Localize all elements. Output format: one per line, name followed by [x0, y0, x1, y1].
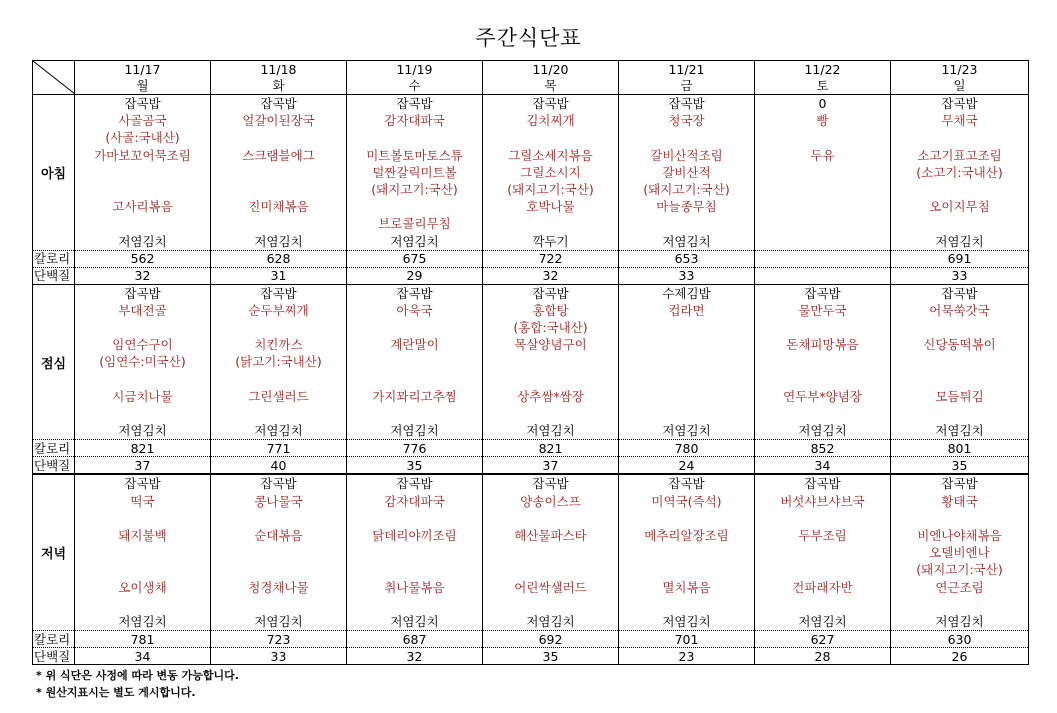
staple-item: 잡곡밥: [941, 96, 978, 111]
dish-item: 연근조림: [935, 579, 984, 595]
footnote: * 위 식단은 사정에 따라 변동 가능합니다.: [36, 669, 239, 682]
dish-item: (돼지고기:국산): [643, 181, 730, 197]
dish-item: 감자대파국: [384, 493, 445, 509]
dish-item: [75, 371, 210, 388]
weekly-menu-table: [32, 60, 1029, 665]
dish-item: 청경채나물: [248, 579, 309, 595]
protein-value: 34: [755, 457, 891, 475]
calorie-label: 칼로리: [33, 440, 75, 457]
protein-value: 35: [347, 457, 483, 475]
dish-item: 연두부*양념장: [783, 388, 862, 404]
protein-label: 단백질: [33, 457, 75, 475]
dish-item: (돼지고기:국산): [371, 181, 458, 197]
protein-value: 34: [75, 648, 211, 665]
dish-item: 사골곰국: [118, 113, 167, 129]
kimchi-item: 저염김치: [118, 423, 167, 439]
day-header: [619, 61, 755, 95]
dish-item: [347, 544, 482, 561]
dish-item: [755, 405, 890, 422]
menu-cell: [347, 474, 483, 630]
day-weekday: 월: [136, 78, 149, 93]
calorie-value: 628: [211, 250, 347, 267]
staple-item: 잡곡밥: [804, 476, 841, 492]
dish-item: [483, 129, 618, 146]
dish-item: [211, 544, 346, 561]
dish-item: 그릴소시지: [520, 164, 581, 180]
day-header: [755, 61, 891, 95]
dish-item: 진미채볶음: [248, 199, 309, 215]
day-date: 11/21: [668, 62, 705, 77]
menu-cell: [75, 474, 211, 630]
calorie-value: 801: [891, 440, 1029, 457]
staple-item: 잡곡밥: [260, 476, 297, 492]
protein-value: [755, 267, 891, 284]
dish-item: 닭데리야끼조림: [372, 527, 457, 543]
dish-item: [347, 198, 482, 215]
dish-item: [211, 181, 346, 198]
header-row: [33, 61, 1029, 95]
dish-item: [347, 510, 482, 527]
kimchi-item: 저염김치: [390, 613, 439, 629]
dish-item: 홍합탕: [532, 302, 569, 318]
menu-cell: [891, 284, 1029, 440]
kimchi-item: 저염김치: [935, 233, 984, 249]
diagonal-line: [33, 61, 75, 94]
dish-item: (사골:국내산): [105, 130, 180, 146]
day-weekday: 수: [408, 78, 421, 93]
dish-item: 물만두국: [798, 302, 847, 318]
dish-item: 해산물파스타: [514, 527, 587, 543]
dish-item: 부대전골: [118, 302, 167, 318]
dish-item: 메추리알장조림: [644, 527, 729, 543]
calorie-row: [33, 440, 1029, 457]
dish-item: 순두부찌개: [248, 302, 309, 318]
protein-value: 32: [483, 267, 619, 284]
kimchi-item: 저염김치: [118, 613, 167, 629]
kimchi-item: 깍두기: [532, 233, 569, 249]
dish-item: 그릴소세지볶음: [508, 147, 593, 163]
dish-item: 무채국: [941, 113, 978, 129]
dish-item: 빵: [816, 113, 829, 129]
dish-item: [211, 215, 346, 232]
dish-item: [483, 596, 618, 613]
dish-item: 스크램블에그: [242, 147, 315, 163]
menu-cell: [75, 284, 211, 440]
dish-item: [347, 129, 482, 146]
dish-item: [891, 319, 1028, 336]
dish-item: 미역국(즉석): [651, 493, 722, 509]
dish-item: [755, 198, 890, 215]
kimchi-item: 저염김치: [390, 233, 439, 249]
calorie-value: 675: [347, 250, 483, 267]
protein-value: 33: [891, 267, 1029, 284]
dish-item: [211, 319, 346, 336]
kimchi-item: 저염김치: [118, 233, 167, 249]
dish-item: 신당동떡볶이: [923, 337, 996, 353]
dish-item: [891, 215, 1028, 232]
calorie-value: 780: [619, 440, 755, 457]
calorie-value: 852: [755, 440, 891, 457]
dish-item: [347, 371, 482, 388]
dish-item: 가마보꼬어묵조림: [94, 147, 191, 163]
staple-item: 잡곡밥: [532, 476, 569, 492]
dish-item: [483, 561, 618, 578]
dish-item: [483, 405, 618, 422]
kimchi-item: 저염김치: [526, 423, 575, 439]
dish-item: [211, 129, 346, 146]
dish-item: 비엔나야채볶음: [917, 527, 1002, 543]
day-date: 11/17: [124, 62, 161, 77]
footnote: * 원산지표시는 별도 게시합니다.: [36, 686, 196, 699]
dish-item: [755, 129, 890, 146]
kimchi-item: 저염김치: [254, 423, 303, 439]
menu-cell: [211, 95, 347, 251]
dish-item: 상추쌈*쌈장: [517, 388, 584, 404]
kimchi-item: 저염김치: [254, 613, 303, 629]
protein-value: 32: [347, 648, 483, 665]
menu-cell: [211, 474, 347, 630]
dish-item: 모듬튀김: [935, 388, 984, 404]
dish-item: [483, 371, 618, 388]
dish-item: 가지꽈리고추찜: [372, 388, 457, 404]
day-header: [75, 61, 211, 95]
menu-cell: [755, 95, 891, 251]
dish-item: [619, 353, 754, 370]
dish-item: [75, 561, 210, 578]
dish-item: [619, 405, 754, 422]
dish-item: [211, 596, 346, 613]
dish-item: (홍합:국내산): [513, 320, 588, 336]
kimchi-item: 저염김치: [935, 613, 984, 629]
protein-value: 31: [211, 267, 347, 284]
menu-cell: [483, 284, 619, 440]
dish-item: 김치찌개: [526, 113, 575, 129]
dish-item: [891, 353, 1028, 370]
kimchi-item: 저염김치: [935, 423, 984, 439]
staple-item: 잡곡밥: [396, 476, 433, 492]
kimchi-item: 저염김치: [390, 423, 439, 439]
calorie-value: 627: [755, 631, 891, 648]
dish-item: [891, 405, 1028, 422]
dish-item: [891, 129, 1028, 146]
dish-item: 오이지무침: [929, 199, 990, 215]
dish-item: 갈비산적조림: [650, 147, 723, 163]
dish-item: 갈비산적: [662, 164, 711, 180]
day-header: [347, 61, 483, 95]
dish-item: 치킨까스: [254, 337, 303, 353]
day-weekday: 토: [816, 78, 829, 93]
dish-item: [211, 510, 346, 527]
dish-item: [75, 215, 210, 232]
dish-item: 그린샐러드: [248, 388, 309, 404]
dish-item: 두부조림: [798, 527, 847, 543]
calorie-row: [33, 250, 1029, 267]
menu-cell: [347, 284, 483, 440]
dish-item: 두유: [810, 147, 835, 163]
day-weekday: 금: [680, 78, 693, 93]
calorie-value: 722: [483, 250, 619, 267]
dish-item: [755, 371, 890, 388]
menu-cell: [619, 474, 755, 630]
staple-item: 잡곡밥: [124, 285, 161, 301]
dish-item: 소고기표고조림: [917, 147, 1002, 163]
dish-item: [347, 405, 482, 422]
staple-item: 잡곡밥: [804, 285, 841, 301]
meal-label: 아침: [33, 95, 75, 251]
dish-item: [755, 164, 890, 181]
protein-value: 40: [211, 457, 347, 475]
menu-cell: [891, 474, 1029, 630]
staple-item: 잡곡밥: [260, 285, 297, 301]
dish-item: 돈채피망볶음: [786, 337, 859, 353]
calorie-value: 691: [891, 250, 1029, 267]
dish-item: [619, 510, 754, 527]
calorie-label: 칼로리: [33, 631, 75, 648]
dish-item: 미트볼토마토스튜: [366, 147, 463, 163]
calorie-value: 687: [347, 631, 483, 648]
day-weekday: 일: [953, 78, 966, 93]
dish-item: [755, 510, 890, 527]
dish-item: (돼지고기:국산): [507, 181, 594, 197]
dish-item: [891, 371, 1028, 388]
protein-label: 단백질: [33, 267, 75, 284]
dish-item: [75, 164, 210, 181]
dish-item: [619, 129, 754, 146]
day-date: 11/23: [941, 62, 978, 77]
staple-item: 잡곡밥: [668, 476, 705, 492]
lunch-row: [33, 284, 1029, 440]
dish-item: [755, 544, 890, 561]
meal-label: 저녁: [33, 474, 75, 630]
staple-item: 잡곡밥: [532, 285, 569, 301]
dish-item: 양송이스프: [520, 493, 581, 509]
dish-item: 호박나물: [526, 199, 575, 215]
calorie-value: 821: [75, 440, 211, 457]
dish-item: [75, 405, 210, 422]
protein-value: 32: [75, 267, 211, 284]
calorie-value: 776: [347, 440, 483, 457]
dish-item: [755, 215, 890, 232]
calorie-value: 781: [75, 631, 211, 648]
dish-item: [891, 510, 1028, 527]
dish-item: [619, 388, 754, 405]
day-header: [891, 61, 1029, 95]
menu-cell: [347, 95, 483, 251]
footnotes: [36, 667, 239, 701]
dish-item: 오이생채: [118, 579, 167, 595]
staple-item: 잡곡밥: [532, 96, 569, 111]
protein-value: 33: [619, 267, 755, 284]
day-weekday: 목: [544, 78, 557, 93]
kimchi-item: [755, 233, 890, 250]
staple-item: 수제김밥: [662, 285, 711, 301]
menu-cell: [75, 95, 211, 251]
dish-item: 브로콜리무침: [378, 216, 451, 232]
dish-item: 임연수구이: [112, 337, 173, 353]
dish-item: 어린싹샐러드: [514, 579, 587, 595]
staple-item: 잡곡밥: [941, 285, 978, 301]
protein-value: 28: [755, 648, 891, 665]
protein-value: 37: [483, 457, 619, 475]
dish-item: 오델비엔나: [929, 545, 990, 561]
dish-item: 어묵쑥갓국: [929, 302, 990, 318]
dish-item: 멸치볶음: [662, 579, 711, 595]
dinner-row: [33, 474, 1029, 630]
dish-item: [619, 544, 754, 561]
menu-cell: [755, 284, 891, 440]
day-date: 11/20: [532, 62, 569, 77]
protein-value: 26: [891, 648, 1029, 665]
dish-item: 고사리볶음: [112, 199, 173, 215]
calorie-value: 653: [619, 250, 755, 267]
meal-label: 점심: [33, 284, 75, 440]
dish-item: 계란말이: [390, 337, 439, 353]
day-header: [211, 61, 347, 95]
dish-item: 콩나물국: [254, 493, 303, 509]
calorie-value: 562: [75, 250, 211, 267]
dish-item: 황태국: [941, 493, 978, 509]
calorie-row: [33, 631, 1029, 648]
staple-item: 잡곡밥: [124, 96, 161, 111]
dish-item: [619, 215, 754, 232]
dish-item: [75, 544, 210, 561]
protein-value: 33: [211, 648, 347, 665]
calorie-value: 723: [211, 631, 347, 648]
protein-value: 35: [891, 457, 1029, 475]
dish-item: [347, 561, 482, 578]
dish-item: 컵라면: [668, 302, 705, 318]
calorie-value: 701: [619, 631, 755, 648]
dish-item: [755, 319, 890, 336]
dish-item: 건파래자반: [792, 579, 853, 595]
page-title: 주간식단표: [475, 26, 582, 50]
staple-item: 잡곡밥: [668, 96, 705, 111]
dish-item: [483, 353, 618, 370]
dish-item: [619, 336, 754, 353]
calorie-value: 692: [483, 631, 619, 648]
dish-item: [347, 319, 482, 336]
staple-item: 잡곡밥: [396, 96, 433, 111]
menu-cell: [619, 95, 755, 251]
calorie-value: 821: [483, 440, 619, 457]
dish-item: [483, 510, 618, 527]
dish-item: (임연수:미국산): [99, 354, 186, 370]
protein-value: 29: [347, 267, 483, 284]
dish-item: 목살양념구이: [514, 337, 587, 353]
dish-item: [755, 596, 890, 613]
calorie-value: 771: [211, 440, 347, 457]
dish-item: [347, 353, 482, 370]
dish-item: (닭고기:국내산): [235, 354, 322, 370]
day-date: 11/22: [804, 62, 841, 77]
calorie-value: 630: [891, 631, 1029, 648]
menu-cell: [483, 95, 619, 251]
menu-cell: [483, 474, 619, 630]
staple-item: 잡곡밥: [396, 285, 433, 301]
day-header: [483, 61, 619, 95]
menu-cell: [891, 95, 1029, 251]
dish-item: (소고기:국내산): [916, 164, 1003, 180]
dish-item: [891, 596, 1028, 613]
dish-item: [755, 181, 890, 198]
day-date: 11/18: [260, 62, 297, 77]
dish-item: [211, 164, 346, 181]
dish-item: [619, 561, 754, 578]
dish-item: [211, 561, 346, 578]
protein-value: 23: [619, 648, 755, 665]
dish-item: 시금치나물: [112, 388, 173, 404]
kimchi-item: 저염김치: [662, 613, 711, 629]
dish-item: 취나물볶음: [384, 579, 445, 595]
day-weekday: 화: [272, 78, 285, 93]
dish-item: [755, 561, 890, 578]
protein-value: 37: [75, 457, 211, 475]
calorie-value: [755, 250, 891, 267]
dish-item: 버섯샤브샤브국: [780, 493, 865, 509]
protein-row: [33, 267, 1029, 284]
protein-label: 단백질: [33, 648, 75, 665]
dish-item: [891, 181, 1028, 198]
dish-item: [211, 371, 346, 388]
protein-row: [33, 457, 1029, 475]
menu-cell: [211, 284, 347, 440]
dish-item: [75, 319, 210, 336]
breakfast-row: [33, 95, 1029, 251]
dish-item: [347, 596, 482, 613]
kimchi-item: 저염김치: [662, 233, 711, 249]
dish-item: 순대볶음: [254, 527, 303, 543]
dish-item: [75, 596, 210, 613]
dish-item: (돼지고기:국산): [916, 562, 1003, 578]
day-date: 11/19: [396, 62, 433, 77]
staple-item: 잡곡밥: [941, 476, 978, 492]
dish-item: [483, 544, 618, 561]
protein-value: 24: [619, 457, 755, 475]
protein-value: 35: [483, 648, 619, 665]
kimchi-item: 저염김치: [798, 613, 847, 629]
dish-item: [75, 510, 210, 527]
dish-item: [483, 215, 618, 232]
dish-item: 덜짠갈릭미트볼: [372, 164, 457, 180]
dish-item: [211, 405, 346, 422]
staple-item: 0: [818, 96, 827, 111]
menu-cell: [755, 474, 891, 630]
staple-item: 잡곡밥: [260, 96, 297, 111]
dish-item: 돼지불백: [118, 527, 167, 543]
dish-item: 감자대파국: [384, 113, 445, 129]
dish-item: 떡국: [130, 493, 155, 509]
dish-item: [755, 353, 890, 370]
corner-cell: [33, 61, 75, 95]
kimchi-item: 저염김치: [526, 613, 575, 629]
kimchi-item: 저염김치: [798, 423, 847, 439]
protein-row: [33, 648, 1029, 665]
kimchi-item: 저염김치: [254, 233, 303, 249]
dish-item: 마늘종무침: [656, 199, 717, 215]
dish-item: 얼갈이된장국: [242, 113, 315, 129]
staple-item: 잡곡밥: [124, 476, 161, 492]
calorie-label: 칼로리: [33, 250, 75, 267]
dish-item: 아욱국: [396, 302, 433, 318]
dish-item: [619, 371, 754, 388]
dish-item: 청국장: [668, 113, 705, 129]
menu-cell: [619, 284, 755, 440]
kimchi-item: 저염김치: [662, 423, 711, 439]
dish-item: [75, 181, 210, 198]
dish-item: [619, 319, 754, 336]
dish-item: [619, 596, 754, 613]
